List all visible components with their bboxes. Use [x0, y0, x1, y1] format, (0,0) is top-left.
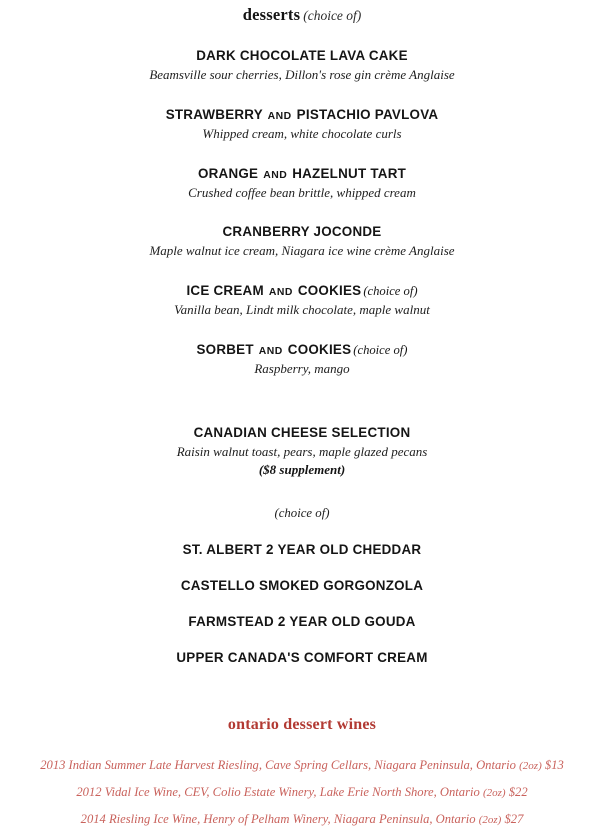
dessert-item — [0, 282, 604, 319]
wine-pour-size: (2oz) — [478, 814, 502, 827]
dessert-item-name-part2: COOKIES — [287, 341, 352, 357]
dessert-item — [0, 165, 604, 202]
dessert-item — [0, 47, 604, 84]
section-choice-note: (choice of) — [303, 8, 362, 23]
dessert-item-name-part1: SORBET — [196, 341, 254, 357]
wine-description: 2014 Riesling Ice Wine, Henry of Pelham Winery, Niagara Peninsula, Ontario — [80, 812, 476, 827]
dessert-item-name-part2: HAZELNUT TART — [292, 165, 407, 181]
cheese-choice-note: (choice of) — [274, 506, 330, 521]
cheese-option: ST. ALBERT 2 YEAR OLD CHEDDAR — [182, 541, 422, 557]
dessert-item-name-part2: COOKIES — [297, 282, 362, 298]
cheese-selection-description: Raisin walnut toast, pears, maple glazed pecans — [176, 444, 428, 460]
wine-price: $22 — [508, 785, 528, 800]
dessert-item-description: Maple walnut ice cream, Niagara ice wine crème Anglaise — [149, 243, 455, 259]
cheese-selection-name: CANADIAN CHEESE SELECTION — [193, 425, 411, 441]
desserts-section-heading — [0, 0, 604, 25]
wine-list — [0, 757, 604, 828]
dessert-item-name-part1: ORANGE — [197, 165, 259, 181]
dessert-item-name — [0, 282, 604, 300]
wine-list-item — [0, 757, 604, 774]
cheese-selection-supplement: ($8 supplement) — [258, 461, 346, 477]
wine-description: 2013 Indian Summer Late Harvest Riesling, Cave Spring Cellars, Niagara Peninsula, Ontario — [40, 758, 516, 773]
wine-description: 2012 Vidal Ice Wine, CEV, Colio Estate Winery, Lake Erie North Shore, Ontario — [76, 785, 480, 800]
dessert-item — [0, 341, 604, 378]
section-title: desserts — [242, 5, 301, 24]
dessert-item-description: Raspberry, mango — [254, 360, 350, 376]
wine-list-item — [0, 784, 604, 801]
wine-list-item — [0, 811, 604, 828]
wine-pour-size: (2oz) — [519, 760, 542, 773]
dessert-item-description: Whipped cream, white chocolate curls — [202, 126, 402, 142]
dessert-item-name-part1: ICE CREAM — [186, 282, 264, 298]
dessert-item-list — [0, 47, 604, 377]
dessert-item-name — [0, 165, 604, 183]
cheese-option: CASTELLO SMOKED GORGONZOLA — [180, 577, 424, 593]
wine-section — [0, 715, 604, 828]
dessert-item-description: Crushed coffee bean brittle, whipped cream — [188, 184, 416, 200]
cheese-option: UPPER CANADA'S COMFORT CREAM — [176, 649, 428, 665]
dessert-item-name: CRANBERRY JOCONDE — [222, 224, 382, 240]
dessert-item — [0, 223, 604, 260]
cheese-option: FARMSTEAD 2 YEAR OLD GOUDA — [188, 613, 416, 629]
dessert-item-name: DARK CHOCOLATE LAVA CAKE — [196, 48, 408, 64]
cheese-selection-block — [0, 424, 604, 667]
wine-price: $13 — [544, 758, 564, 773]
dessert-item-conjunction: AND — [267, 111, 292, 123]
wine-pour-size: (2oz) — [482, 787, 506, 800]
dessert-item-name-part1: STRAWBERRY — [165, 107, 263, 123]
dessert-item-name-part2: PISTACHIO PAVLOVA — [296, 107, 439, 123]
dessert-item-name — [0, 341, 604, 359]
cheese-option-list — [0, 541, 604, 667]
dessert-item-conjunction: AND — [263, 169, 288, 181]
wine-section-heading: ontario dessert wines — [227, 716, 377, 734]
dessert-item-choice-note: (choice of) — [363, 283, 418, 298]
dessert-item — [0, 106, 604, 143]
dessert-item-conjunction: AND — [268, 286, 293, 298]
dessert-item-conjunction: AND — [258, 345, 283, 357]
dessert-item-description: Vanilla bean, Lindt milk chocolate, maple walnut — [174, 302, 430, 318]
dessert-item-description: Beamsville sour cherries, Dillon's rose gin crème Anglaise — [149, 67, 455, 83]
dessert-item-choice-note: (choice of) — [353, 342, 408, 357]
wine-price: $27 — [504, 812, 524, 827]
dessert-item-name — [0, 106, 604, 124]
